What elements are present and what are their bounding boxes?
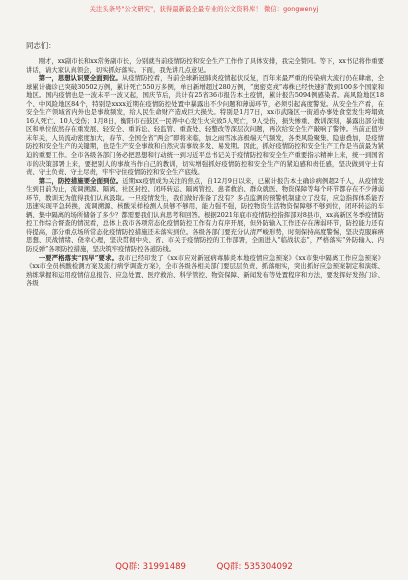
greeting: 同志们： xyxy=(26,41,56,50)
document-body xyxy=(26,58,384,289)
paragraph-subsection-1: 一要严格落实“四早”要求。我市已经印发了《xx市应对新冠病毒肺炎本地疫情应急预案》《xx市集中隔离工作应急预案》《xx市全员核酸检测方案及流行病学调查方案》，全市各级各相关部门要层层负责、抓落细实，突出抓好应急预案制定和演练、熟练掌握和运用疫情信息报告、应急处置、医疗救治、科学管控、物资保障、新闻发布等处置程序和方法，要发挥好发热门诊、各级 xyxy=(26,254,384,288)
subsection-heading: 一要严格落实“四早”要求。 xyxy=(38,254,119,262)
paragraph-section-2: 第二，防控措施要全面到位。近期xx疫情成为关注的焦点，自12月9日以来，已累计报告本土确诊病例超2千人，从疫情发生到目前为止，流调溯源、隔离、社区封控、闭环转运、隔离管控、患者救治、群众就医、物资保障等每个环节都存在不少薄弱环节，教训无为值得我们认真汲取。一旦疫情发生，我们做好准备了没有？多点监测的预警机制建立了没有，应急指挥体系能否迅速实现平急转换，流调溯源、核酸采样检测人员够不够用，能力强不强，防控物资生活物资保障够不够到位，闭环转运的车辆、集中隔离的场所储备了多少？都需要我们认真思考和回答。根据2021年底市疫情防控指挥部对8县市，xx高新区冬季疫情防控工作综合督查的情况看，总体上我市各项常态化疫情防控工作有力有序开展，但外防输入工作还存在薄弱环节，防控能力还有待提高，部分重点场所常态化疫情防控措施还未落实到位。各级各部门要充分认清严峻形势，时刻保持高度警惕，坚决克服麻痹思想、厌战情绪、侥幸心理，坚决贯彻中央、省、市关于疫情防控的工作部署，全面进入“临战状态”，严格落实“外防输入、内防反弹”各项防控措施，坚决筑牢疫情防控各道防线。 xyxy=(26,177,384,254)
promo-banner: 关注头条号"公文研究"，获得最新最全最专业的公文资料库！ 微信：gongwenyj xyxy=(89,6,319,13)
contact-footer xyxy=(0,560,408,572)
section-heading: 第一，思想认识要全面到位。 xyxy=(38,75,122,83)
paragraph-intro: 刚才，xx副市长和xx常务副市长，分别就当前疫情防控和安全生产工作作了具体安排，我完全赞同。等下，xx书记将作重要讲话，请大家认真领会，切实抓好落实。下面，我先讲几点意见。 xyxy=(26,58,384,74)
section-heading: 第二，防控措施要全面到位。 xyxy=(38,177,123,185)
qq-group-1: QQ群: 31991489 xyxy=(115,562,186,572)
qq-group-2: QQ群: 535304092 xyxy=(216,562,293,572)
paragraph-section-1: 第一，思想认识要全面到位。从疫情防控看，当前全球新冠肺炎疫情起伏反复，百年来最严重的传染病大流行仍在肆虐，全球累计确诊已突破30502万例，累计死亡550万多例，单日新增超过280万例，“奥密克戎”毒株已经快速扩散到100多个国家和地区。国内疫情也是一波未平一波又起，国庆节后，共计有25省36市报告本土疫情，累计报告5094例感染者。高风险地区18个、中风险地区84个，特别是xxxx近期在疫情防控处置中暴露出不少问题和薄弱环节，必须引起高度警觉。从安全生产看，在安全生产领域省内外也是事故频发，给人民生命财产造成巨大损失。特别是1月7日，xx市武隆区一街道办事处食堂发生垮塌致16人死亡、10人受伤；1月8日，衡阳市石鼓区一民养中心发生火灾致5人死亡，9人受伤，损失惨重、教训深刻，暴露出部分地区和单位依然存在重发展、轻安全、重诉讼、轻监管、重查处、轻整改等深层次问题，再次给安全生产敲响了警钟。当前正值岁末年关，人员流动密度加大，春节、全国全省“两会”即将来临，加之雨雪冰冻极端天气频发，各类风险聚集、隐患叠加，是疫情防控和安全生产的关键期，也是生产安全事故和自然灾害事故多发、易发期。因此，抓好疫情防控和安全生产工作是当前最为紧迫的重要工作。全市各级各部门务必把思想和行动统一到习近平总书记关于疫情防控和安全生产重要指示精神上来，统一到国省市的决策部署上来，要把别人的事故当作自己的教训，切实增强抓好疫情防控和安全生产的紧迫感和责任感，坚决做到守土有责、守土负责、守土尽责，牢牢守住疫情防控和安全生产底线。 xyxy=(26,75,384,177)
